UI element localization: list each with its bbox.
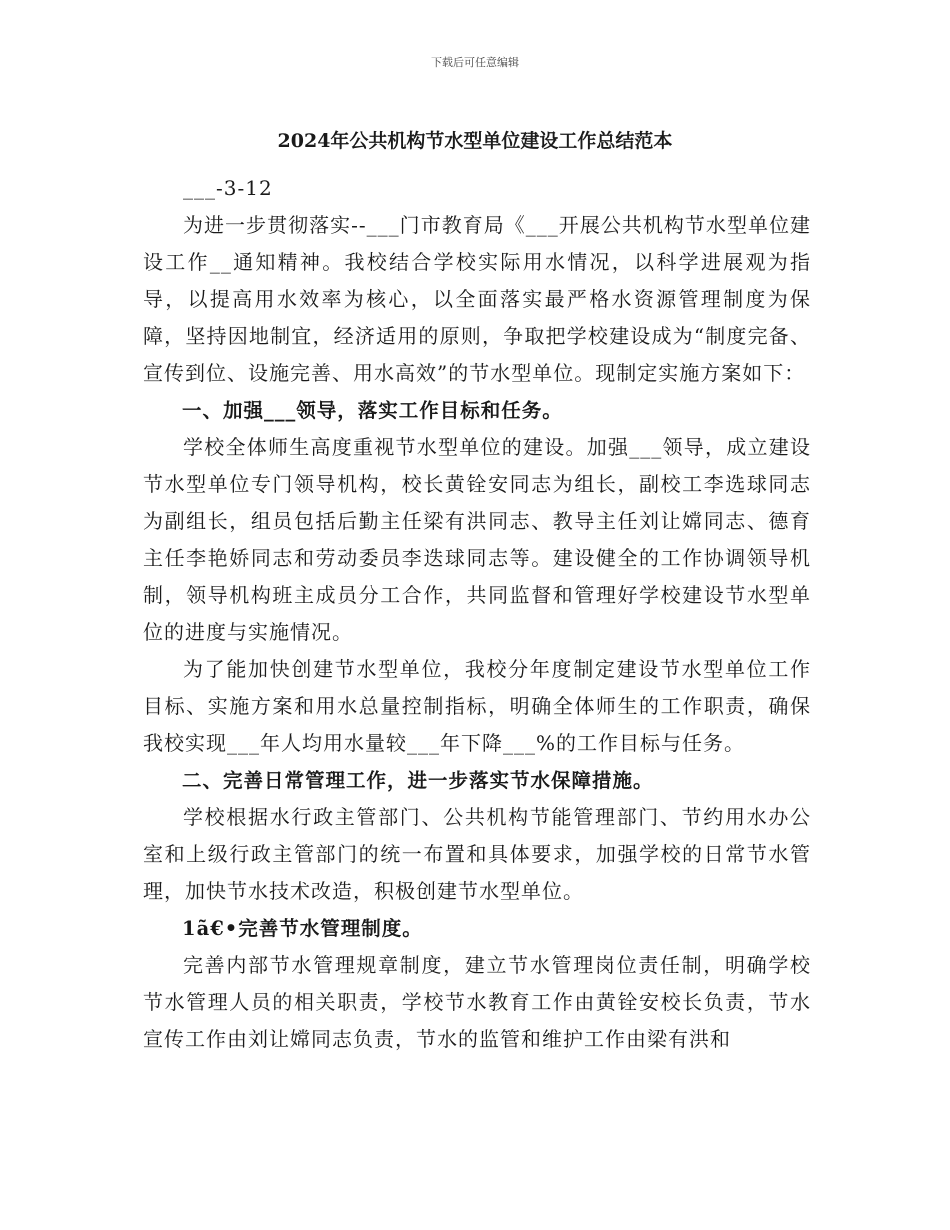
body-paragraph: 完善内部节水管理规章制度，建立节水管理岗位责任制，明确学校节水管理人员的相关职责，学校节水教育工作由黄铨安校长负责，节水宣传工作由刘让嫦同志负责，节水的监管和维护工作由梁有洪和 <box>143 953 811 1051</box>
section-heading-2: 二、完善日常管理工作，进一步落实节水保障措施。 <box>182 769 654 792</box>
page-header-note: 下载后可任意编辑 <box>431 56 519 69</box>
subsection-heading-1: 1ã€•完善节水管理制度。 <box>182 917 423 940</box>
document-body <box>143 170 811 1058</box>
body-paragraph: 学校根据水行政主管部门、公共机构节能管理部门、节约用水办公室和上级行政主管部门的统一布置和具体要求，加强学校的日常节水管理，加快节水技术改造，积极创建节水型单位。 <box>143 805 811 903</box>
body-paragraph: 学校全体师生高度重视节水型单位的建设。加强___领导，成立建设节水型单位专门领导机构，校长黄铨安同志为组长，副校工李选球同志为副组长，组员包括后勤主任梁有洪同志、教导主任刘让嫦同志、德育主任李艳娇同志和劳动委员李迭球同志等。建设健全的工作协调领导机制，领导机构班主成员分工合作，共同监督和管理好学校建设节水型单位的进度与实施情况。 <box>143 435 811 644</box>
section-heading-1: 一、加强___领导，落实工作目标和任务。 <box>182 399 563 422</box>
intro-paragraph: 为进一步贯彻落实--___门市教育局《___开展公共机构节水型单位建设工作__通知精神。我校结合学校实际用水情况，以科学进展观为指导，以提高用水效率为核心，以全面落实最严格水资源管理制度为保障，坚持因地制宜，经济适用的原则，争取把学校建设成为“制度完备、宣传到位、设施完善、用水高效”的节水型单位。现制定实施方案如下： <box>143 213 811 385</box>
document-title: 2024年公共机构节水型单位建设工作总结范本 <box>277 130 673 152</box>
date-line: ___-3-12 <box>183 176 273 200</box>
body-paragraph: 为了能加快创建节水型单位，我校分年度制定建设节水型单位工作目标、实施方案和用水总量控制指标，明确全体师生的工作职责，确保我校实现___年人均用水量较___年下降___%的工作目标与任务。 <box>143 657 811 755</box>
